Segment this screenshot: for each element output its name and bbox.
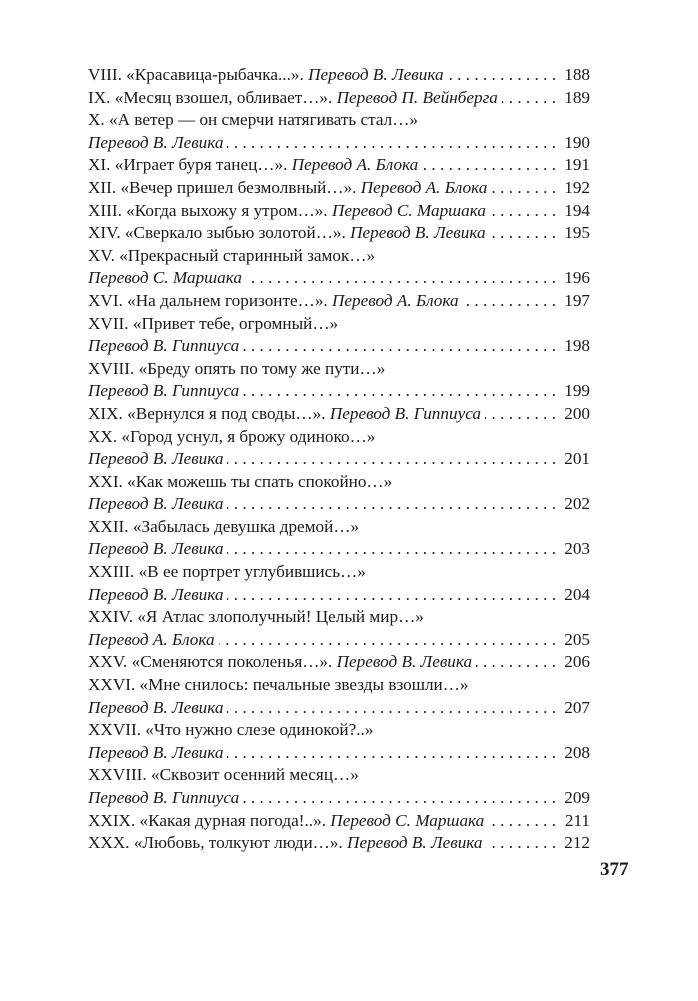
toc-entry-translator: Перевод В. Левика — [347, 833, 483, 853]
toc-entry-text — [88, 200, 486, 223]
toc-entry-title: XVII. «Привет тебе, огромный…» — [88, 313, 339, 333]
toc-entry-page: 189 — [564, 87, 590, 107]
toc-entry-page: 212 — [564, 833, 590, 853]
toc-entry-title: XX. «Город уснул, я брожу одиноко…» — [88, 426, 376, 446]
toc-entry — [88, 606, 590, 629]
toc-entry-translator: Перевод В. Левика — [88, 697, 224, 717]
toc-entry-text — [88, 810, 484, 833]
toc-entry-title: XXI. «Как можешь ты спать спокойно…» — [88, 471, 393, 491]
toc-entry-title: XXV. «Сменяются поколенья…». — [88, 652, 333, 672]
toc-entry — [88, 358, 590, 381]
toc-entry-text — [88, 493, 223, 516]
toc-entry-page: 205 — [564, 629, 590, 649]
toc-entry — [88, 719, 590, 742]
toc-entry-translator: Перевод В. Левика — [88, 584, 224, 604]
toc-entry-title: XVIII. «Бреду опять по тому же пути…» — [88, 358, 386, 378]
toc-entry-translator: Перевод П. Вейнберга — [336, 87, 498, 107]
toc-entry-title: XIII. «Когда выхожу я утром…». — [88, 200, 328, 220]
toc-entry-text — [88, 132, 223, 155]
toc-entry — [88, 200, 590, 223]
toc-entry-title: XXIX. «Какая дурная погода!..». — [88, 810, 326, 830]
toc-entry-text — [88, 651, 472, 674]
toc-entry-text — [88, 177, 487, 200]
toc-entry-title: X. «А ветер — он смерчи натягивать стал…» — [88, 110, 419, 130]
toc-entry-text — [88, 516, 359, 539]
toc-entry-text — [88, 290, 459, 313]
toc-entry-translator: Перевод В. Левика — [88, 494, 224, 514]
toc-entry-title: XXX. «Любовь, толкуют люди…». — [88, 833, 343, 853]
toc-entry-text — [88, 471, 392, 494]
toc-entry — [88, 538, 590, 561]
toc-entry-translator: Перевод С. Маршака — [88, 268, 242, 288]
toc-entry-title: XXII. «Забылась девушка дремой…» — [88, 516, 360, 536]
toc-entry-text — [88, 222, 486, 245]
toc-entry — [88, 764, 590, 787]
toc-dot-leader — [246, 267, 556, 290]
toc-entry-text — [88, 629, 215, 652]
toc-dot-leader — [502, 87, 556, 110]
toc-entry-text — [88, 538, 223, 561]
toc-entry-text — [88, 403, 481, 426]
toc-dot-leader — [219, 629, 556, 652]
toc-entry-page: 200 — [564, 403, 590, 423]
toc-entry-title: XXVII. «Что нужно слезе одинокой?..» — [88, 720, 374, 740]
toc-entry-page: 188 — [564, 65, 590, 84]
toc-entry-translator: Перевод А. Блока — [88, 629, 215, 649]
toc-entry — [88, 177, 590, 200]
toc-entry-page: 211 — [564, 810, 590, 830]
toc-entry — [88, 222, 590, 245]
toc-entry-text — [88, 64, 444, 87]
toc-dot-leader — [227, 132, 556, 155]
toc-dot-leader — [227, 742, 556, 765]
toc-dot-leader — [485, 403, 556, 426]
toc-entry-title: VIII. «Красавица-рыбачка...». — [88, 65, 304, 84]
toc-entry-page: 194 — [564, 200, 590, 220]
toc-entry-title: XIV. «Сверкало зыбью золотой…». — [88, 223, 346, 243]
toc-dot-leader — [243, 380, 556, 403]
toc-entry-text — [88, 606, 424, 629]
toc-entry-text — [88, 742, 223, 765]
toc-entry — [88, 787, 590, 810]
toc-dot-leader — [463, 290, 556, 313]
toc-entry-text — [88, 561, 366, 584]
toc-entry-text — [88, 426, 375, 449]
toc-entry — [88, 245, 590, 268]
toc-entry-title: XVI. «На дальнем горизонте…». — [88, 290, 328, 310]
toc-entry-title: XI. «Играет буря танец…». — [88, 155, 288, 175]
toc-dot-leader — [227, 538, 556, 561]
toc-entry-translator: Перевод В. Левика — [88, 132, 224, 152]
toc-entry-page: 197 — [564, 290, 590, 310]
toc-entry — [88, 64, 590, 87]
toc-entry-page: 201 — [564, 449, 590, 469]
table-of-contents — [88, 64, 590, 855]
toc-entry-translator: Перевод В. Гиппиуса — [88, 381, 240, 401]
toc-dot-leader — [227, 697, 556, 720]
toc-entry-page: 195 — [564, 223, 590, 243]
toc-entry — [88, 109, 590, 132]
toc-entry — [88, 426, 590, 449]
toc-dot-leader — [243, 787, 556, 810]
toc-dot-leader — [488, 810, 556, 833]
page-number: 377 — [600, 859, 629, 880]
toc-entry-translator: Перевод С. Маршака — [330, 810, 485, 830]
toc-entry-text — [88, 154, 418, 177]
toc-entry-translator: Перевод А. Блока — [332, 290, 459, 310]
toc-entry-text — [88, 697, 223, 720]
toc-dot-leader — [487, 832, 556, 855]
toc-entry — [88, 313, 590, 336]
toc-entry-page: 198 — [564, 336, 590, 356]
toc-entry-translator: Перевод В. Левика — [336, 652, 473, 672]
toc-entry-text — [88, 764, 359, 787]
toc-dot-leader — [422, 154, 556, 177]
toc-entry-text — [88, 674, 469, 697]
toc-entry — [88, 651, 590, 674]
toc-entry-text — [88, 832, 483, 855]
toc-entry-title: XXIII. «В ее портрет углубившись…» — [88, 562, 366, 582]
toc-entry — [88, 335, 590, 358]
toc-entry — [88, 448, 590, 471]
toc-entry — [88, 674, 590, 697]
toc-entry — [88, 471, 590, 494]
toc-entry-page: 206 — [564, 652, 590, 672]
toc-entry-page: 209 — [564, 788, 590, 807]
toc-entry-page: 207 — [564, 697, 590, 717]
toc-entry — [88, 516, 590, 539]
toc-entry-title: XXVI. «Мне снилось: печальные звезды взошли…» — [88, 675, 469, 695]
toc-entry-page: 208 — [564, 742, 590, 762]
toc-entry — [88, 267, 590, 290]
toc-entry-text — [88, 87, 498, 110]
toc-entry-page: 192 — [564, 177, 590, 197]
toc-entry-text — [88, 448, 223, 471]
toc-entry-page: 196 — [564, 268, 590, 288]
toc-entry-title: XIX. «Вернулся я под своды…». — [88, 403, 326, 423]
toc-dot-leader — [491, 177, 556, 200]
toc-entry-text — [88, 109, 418, 132]
toc-entry-text — [88, 584, 223, 607]
toc-entry-text — [88, 335, 239, 358]
toc-entry — [88, 584, 590, 607]
toc-entry-title: XXIV. «Я Атлас злополучный! Целый мир…» — [88, 607, 424, 627]
toc-entry-text — [88, 313, 338, 336]
toc-entry-translator: Перевод В. Левика — [88, 539, 224, 559]
toc-entry-text — [88, 245, 375, 268]
toc-entry-text — [88, 267, 242, 290]
toc-entry-translator: Перевод В. Левика — [350, 223, 486, 243]
toc-entry-title: IX. «Месяц взошел, обливает…». — [88, 87, 333, 107]
toc-entry-translator: Перевод А. Блока — [360, 177, 488, 197]
toc-entry-page: 204 — [564, 584, 590, 604]
toc-entry — [88, 403, 590, 426]
toc-entry — [88, 132, 590, 155]
toc-entry-page: 191 — [564, 155, 590, 175]
toc-entry — [88, 742, 590, 765]
toc-entry-title: XII. «Вечер пришел безмолвный…». — [88, 177, 357, 197]
toc-entry-translator: Перевод В. Гиппиуса — [329, 403, 481, 423]
toc-entry-translator: Перевод С. Маршака — [332, 200, 486, 220]
toc-dot-leader — [243, 335, 556, 358]
toc-entry — [88, 810, 590, 833]
toc-dot-leader — [490, 222, 556, 245]
toc-entry-translator: Перевод В. Гиппиуса — [88, 788, 240, 807]
toc-entry — [88, 290, 590, 313]
toc-entry-page: 203 — [564, 539, 590, 559]
toc-entry-text — [88, 787, 239, 810]
toc-entry-text — [88, 358, 385, 381]
toc-entry — [88, 154, 590, 177]
toc-dot-leader — [227, 493, 556, 516]
toc-entry-title: XV. «Прекрасный старинный замок…» — [88, 245, 376, 265]
toc-dot-leader — [227, 448, 556, 471]
toc-entry-translator: Перевод А. Блока — [291, 155, 419, 175]
toc-dot-leader — [227, 584, 556, 607]
toc-entry-text — [88, 719, 373, 742]
toc-entry-translator: Перевод В. Гиппиуса — [88, 336, 240, 356]
toc-dot-leader — [448, 64, 556, 87]
toc-entry — [88, 493, 590, 516]
toc-entry-translator: Перевод В. Левика — [88, 742, 224, 762]
toc-entry-text — [88, 380, 239, 403]
toc-entry-translator: Перевод В. Левика — [308, 65, 444, 84]
toc-entry-page: 190 — [564, 132, 590, 152]
toc-entry — [88, 561, 590, 584]
toc-entry-page: 202 — [564, 494, 590, 514]
toc-entry — [88, 697, 590, 720]
toc-entry-translator: Перевод В. Левика — [88, 449, 224, 469]
toc-entry-page: 199 — [564, 381, 590, 401]
toc-dot-leader — [490, 200, 556, 223]
toc-entry — [88, 87, 590, 110]
toc-entry — [88, 380, 590, 403]
toc-entry — [88, 629, 590, 652]
toc-entry — [88, 832, 590, 855]
toc-dot-leader — [476, 651, 556, 674]
toc-entry-title: XXVIII. «Сквозит осенний месяц…» — [88, 765, 359, 785]
